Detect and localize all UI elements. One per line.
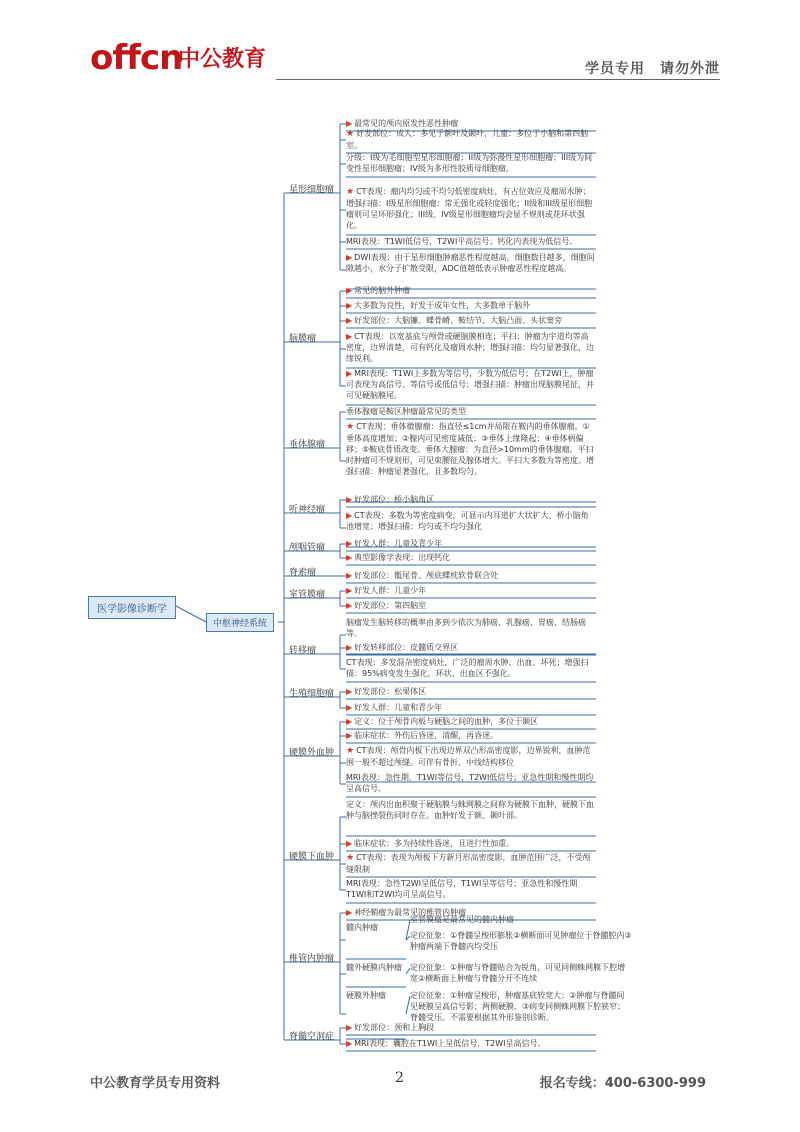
branch-label: 硬膜下血肿 <box>289 852 335 862</box>
branch-label: 脊索瘤 <box>289 568 317 578</box>
leaf-text: 常见的脑外肿瘤 <box>354 286 411 295</box>
leaf-item <box>346 617 596 639</box>
flag-icon: ▶ <box>346 839 353 848</box>
branch-label: 室管膜瘤 <box>289 590 326 600</box>
branch-label: 转移瘤 <box>289 646 317 656</box>
flag-icon: ▶ <box>346 1023 353 1032</box>
branch-label: 颅咽管瘤 <box>289 543 326 553</box>
leaf-item <box>346 494 596 505</box>
branch-label: 生殖细胞瘤 <box>289 689 335 699</box>
page-number: 2 <box>395 1070 404 1086</box>
leaf-item <box>346 772 596 794</box>
flag-icon: ▶ <box>346 332 353 341</box>
leaf-item <box>346 300 596 311</box>
flag-icon: ▶ <box>346 908 353 917</box>
leaf-text: 典型影像学表现：出现钙化 <box>354 553 451 562</box>
leaf-text: 髓内肿瘤 <box>346 923 378 932</box>
leaf-text: CT表现：垂体微腺瘤：指直径≤1cm并局限在鞍内的垂体腺瘤。①垂体高度增加；②腺内可见密度减低；③垂体上缘隆起；④垂体柄偏移；⑤鞍底骨质改变。垂体大腺瘤：为直径>10mm的垂体腺瘤。平扫时肿瘤可不规则形，可见束腰征及腺体增大。平扫大多数为等密度。增强扫描：肿瘤显著强化，且多数均匀。 <box>346 422 594 476</box>
leaf-text: MRI表现：急性T2WI呈低信号，T1WI呈等信号；亚急性和慢性期T1WI和T2WI均可呈高信号。 <box>346 879 578 899</box>
flag-icon: ▶ <box>346 571 353 580</box>
leaf-item <box>346 1038 596 1049</box>
branch-label: 星形细胞瘤 <box>289 185 335 195</box>
leaf-item <box>346 315 596 326</box>
leaf-text: 硬膜外肿瘤 <box>346 991 386 1000</box>
sub-leaf-item: 定位征象：①肿瘤与脊髓贴合为锐角，可见同侧蛛网膜下腔增宽②横断面上肿瘤与脊髓分开不连续 <box>410 963 626 983</box>
leaf-item <box>346 962 406 973</box>
leaf-item <box>346 421 596 477</box>
leaf-item <box>346 368 596 401</box>
leaf-item <box>346 852 596 875</box>
flag-icon: ▶ <box>346 286 353 295</box>
flag-icon: ▶ <box>346 643 353 652</box>
leaf-text: 脑瘤发生脑转移的概率由多到少依次为肺癌、乳腺癌、胃癌、结肠癌等。 <box>346 618 586 638</box>
leaf-text: MRI表现：T1WI低信号，T2WI平高信号；钙化内表现为低信号。 <box>346 237 578 246</box>
leaf-text: 好发部位：颈和上胸段 <box>354 1023 435 1032</box>
branch-label: 垂体腺瘤 <box>289 440 326 450</box>
leaf-item <box>346 128 596 151</box>
flag-icon: ▶ <box>346 539 353 548</box>
branch-label: 脑膜瘤 <box>289 334 317 344</box>
flag-icon: ▶ <box>346 553 353 562</box>
branch-label: 听神经瘤 <box>289 505 326 515</box>
star-icon: ★ <box>346 187 355 197</box>
leaf-text: 临床症状：外伤后昏迷，清醒，再昏迷。 <box>354 731 499 740</box>
leaf-item <box>346 585 596 596</box>
leaf-text: 好发人群：儿童少年 <box>354 586 427 595</box>
leaf-text: CT表现：颅骨内板下出现边界双凸形高密度影，边界锐利，血肿范围一般不超过颅缝。可伴有骨折、中线结构移位 <box>346 746 591 767</box>
leaf-text: CT表现：以宽基底与颅骨或硬脑膜相连；平扫：肿瘤为宇道均等高密度，边界清楚，可有钙化及瘤周水肿；增强扫描：均匀显著强化，边缘锐利。 <box>346 332 594 363</box>
leaf-text: 好发人群：儿童及青少年 <box>354 539 443 548</box>
leaf-text: DWI表现：由于星形细胞肿瘤恶性程度越高，细胞数目越多，细胞间隙越小，水分子扩散受限，ADC值越低表示肿瘤恶性程度越高。 <box>346 253 595 273</box>
star-icon: ★ <box>346 422 355 432</box>
flag-icon: ▶ <box>346 511 353 520</box>
leaf-text: 好发部位：第四脑室 <box>354 601 427 610</box>
flag-icon: ▶ <box>346 703 353 712</box>
leaf-item <box>346 642 596 653</box>
leaf-item <box>346 745 596 768</box>
leaf-item <box>346 657 596 679</box>
leaf-item <box>346 990 406 1001</box>
leaf-text: CT表现：表现为颅板下方新月形高密度影，血肿范围广泛，不受颅缝限制 <box>346 853 591 874</box>
flag-icon: ▶ <box>346 717 353 726</box>
mid-node: 中枢神经系统 <box>206 613 274 632</box>
footer-left: 中公教育学员专用资料 <box>90 1076 221 1091</box>
leaf-item <box>346 716 596 727</box>
sub-leaf-item: 定位征象：①脊髓呈梭形膨胀②横断面可见肿瘤位于脊髓腔内③肿瘤两端下脊髓内均受压 <box>410 931 632 951</box>
offcn-logo: offcn <box>90 38 183 78</box>
connector-line <box>176 606 206 622</box>
leaf-item <box>346 878 596 900</box>
leaf-text: MRI表现：T1WI上多数为等信号，少数为低信号；在T2WI上，肿瘤可表现为高信号、等信号或低信号；增强扫描：肿瘤出现脑膜尾征，并可见硬脑膜尾。 <box>346 369 594 400</box>
star-icon: ★ <box>346 853 355 863</box>
flag-icon: ▶ <box>346 495 353 504</box>
flag-icon: ▶ <box>346 1039 353 1048</box>
sub-leaf-item: 室管膜瘤是最常见的髓内肿瘤 <box>410 915 514 924</box>
leaf-item <box>346 510 596 532</box>
leaf-text: 好发部位：成人：多见于额叶及颞叶，儿童：多位于小脑和第四脑室。 <box>346 129 589 150</box>
branch-label: 椎管内肿瘤 <box>289 954 335 964</box>
leaf-item <box>346 186 596 231</box>
flag-icon: ▶ <box>346 369 353 378</box>
header-notice: 学员专用 请勿外泄 <box>585 61 720 77</box>
leaf-text: 髓外硬膜内肿瘤 <box>346 963 402 972</box>
leaf-item <box>346 406 596 417</box>
leaf-text: CT表现：多发混杂密度病灶，广泛的瘤周水肿、出血、坏死；增强扫描：95%病变发生强化，环状、出血区不强化。 <box>346 658 589 678</box>
sub-leaf-item: 定位征象：①肿瘤呈梭形，肿瘤基底较宽大；②肿瘤与脊髓间见硬膜呈高信号影；两侧硬膜、③病变同侧蛛网膜下腔狭窄；脊髓受压。不需要根据其外形鉴别诊断。 <box>410 991 626 1022</box>
leaf-item <box>346 152 596 174</box>
leaf-item <box>346 285 596 296</box>
leaf-item <box>346 236 596 247</box>
leaf-item <box>346 600 596 611</box>
leaf-text: 好发部位：桥小脑角区 <box>354 495 435 504</box>
leaf-item <box>346 1022 596 1033</box>
leaf-item <box>346 538 596 549</box>
star-icon: ★ <box>346 129 355 139</box>
flag-icon: ▶ <box>346 119 353 128</box>
leaf-text: 好发部位：大脑镰、蝶骨嵴、鞍结节、大脑凸面、头状窦旁 <box>354 316 563 325</box>
leaf-text: 好发转移部位：皮髓质交界区 <box>354 643 459 652</box>
flag-icon: ▶ <box>346 253 353 262</box>
flag-icon: ▶ <box>346 316 353 325</box>
star-icon: ★ <box>346 746 355 756</box>
leaf-text: 临床症状：多为持续性昏迷，且进行性加重。 <box>354 839 515 848</box>
leaf-item <box>346 922 406 933</box>
leaf-item <box>346 252 596 274</box>
leaf-text: 好发部位：松果体区 <box>354 687 427 696</box>
leaf-item <box>346 552 596 563</box>
leaf-text: 垂体腺瘤是鞍区肿瘤最常见的类型 <box>346 407 466 416</box>
flag-icon: ▶ <box>346 687 353 696</box>
leaf-item <box>346 799 596 821</box>
leaf-item <box>346 702 596 713</box>
leaf-text: 好发人群：儿童和青少年 <box>354 703 443 712</box>
flag-icon: ▶ <box>346 586 353 595</box>
footer-hotline: 报名专线：400-6300-999 <box>539 1076 706 1091</box>
leaf-text: 最常见的颅内原发性恶性肿瘤 <box>354 119 459 128</box>
leaf-text: 分级：I级为毛细胞型星形细胞瘤；II级为弥漫性星形细胞瘤；III级为间变性星形细胞瘤；IV级为多形性胶质母细胞瘤。 <box>346 153 593 173</box>
leaf-text: CT表现：多数为等密度病变，可显示内耳道扩大状扩大，桥小脑角池增宽；增强扫描：均匀或不均匀强化 <box>346 511 589 531</box>
logo-chinese-text: 中公教育 <box>178 47 267 72</box>
leaf-text: 定义：位于颅骨内板与硬脑之间的血肿，多位于颞区 <box>354 717 539 726</box>
leaf-item <box>346 838 596 849</box>
leaf-text: 定义：颅内出血积聚于硬脑膜与蛛网膜之间称为硬膜下血肿，硬膜下血肿与脑挫裂伤同时存在。血肿好发于额、颞叶部。 <box>346 800 594 820</box>
leaf-text: 神经鞘瘤为最常见的椎管内肿瘤 <box>354 908 467 917</box>
leaf-text: CT表现：瘤内均匀或不均匀低密度病灶，有占位效应及瘤周水肿；增强扫描：I级星形细胞瘤：常无强化或轻度强化；II级和III级星形细胞瘤则可呈环形强化；III级、IV级星形细胞瘤均会显不规则或花环状强化。 <box>346 187 593 230</box>
flag-icon: ▶ <box>346 731 353 740</box>
leaf-text: 大多数为良性，好发于成年女性，大多数单于脑外 <box>354 301 531 310</box>
leaf-item <box>346 570 596 581</box>
leaf-text: 好发部位：骶尾骨、颅底蝶枕软骨联合处 <box>354 571 499 580</box>
flag-icon: ▶ <box>346 301 353 310</box>
leaf-text: MRI表现：囊腔在T1WI上呈低信号，T2WI呈高信号。 <box>354 1039 546 1048</box>
branch-label: 硬膜外血肿 <box>289 748 335 758</box>
leaf-text: MRI表现：急性期，T1WI等信号，T2WI低信号；亚急性期和慢性期均呈高信号。 <box>346 773 594 793</box>
leaf-item <box>346 331 596 364</box>
leaf-item <box>346 730 596 741</box>
root-node: 医学影像诊断学 <box>88 596 176 619</box>
flag-icon: ▶ <box>346 601 353 610</box>
leaf-item <box>346 686 596 697</box>
branch-label: 脊髓空洞症 <box>289 1032 335 1042</box>
